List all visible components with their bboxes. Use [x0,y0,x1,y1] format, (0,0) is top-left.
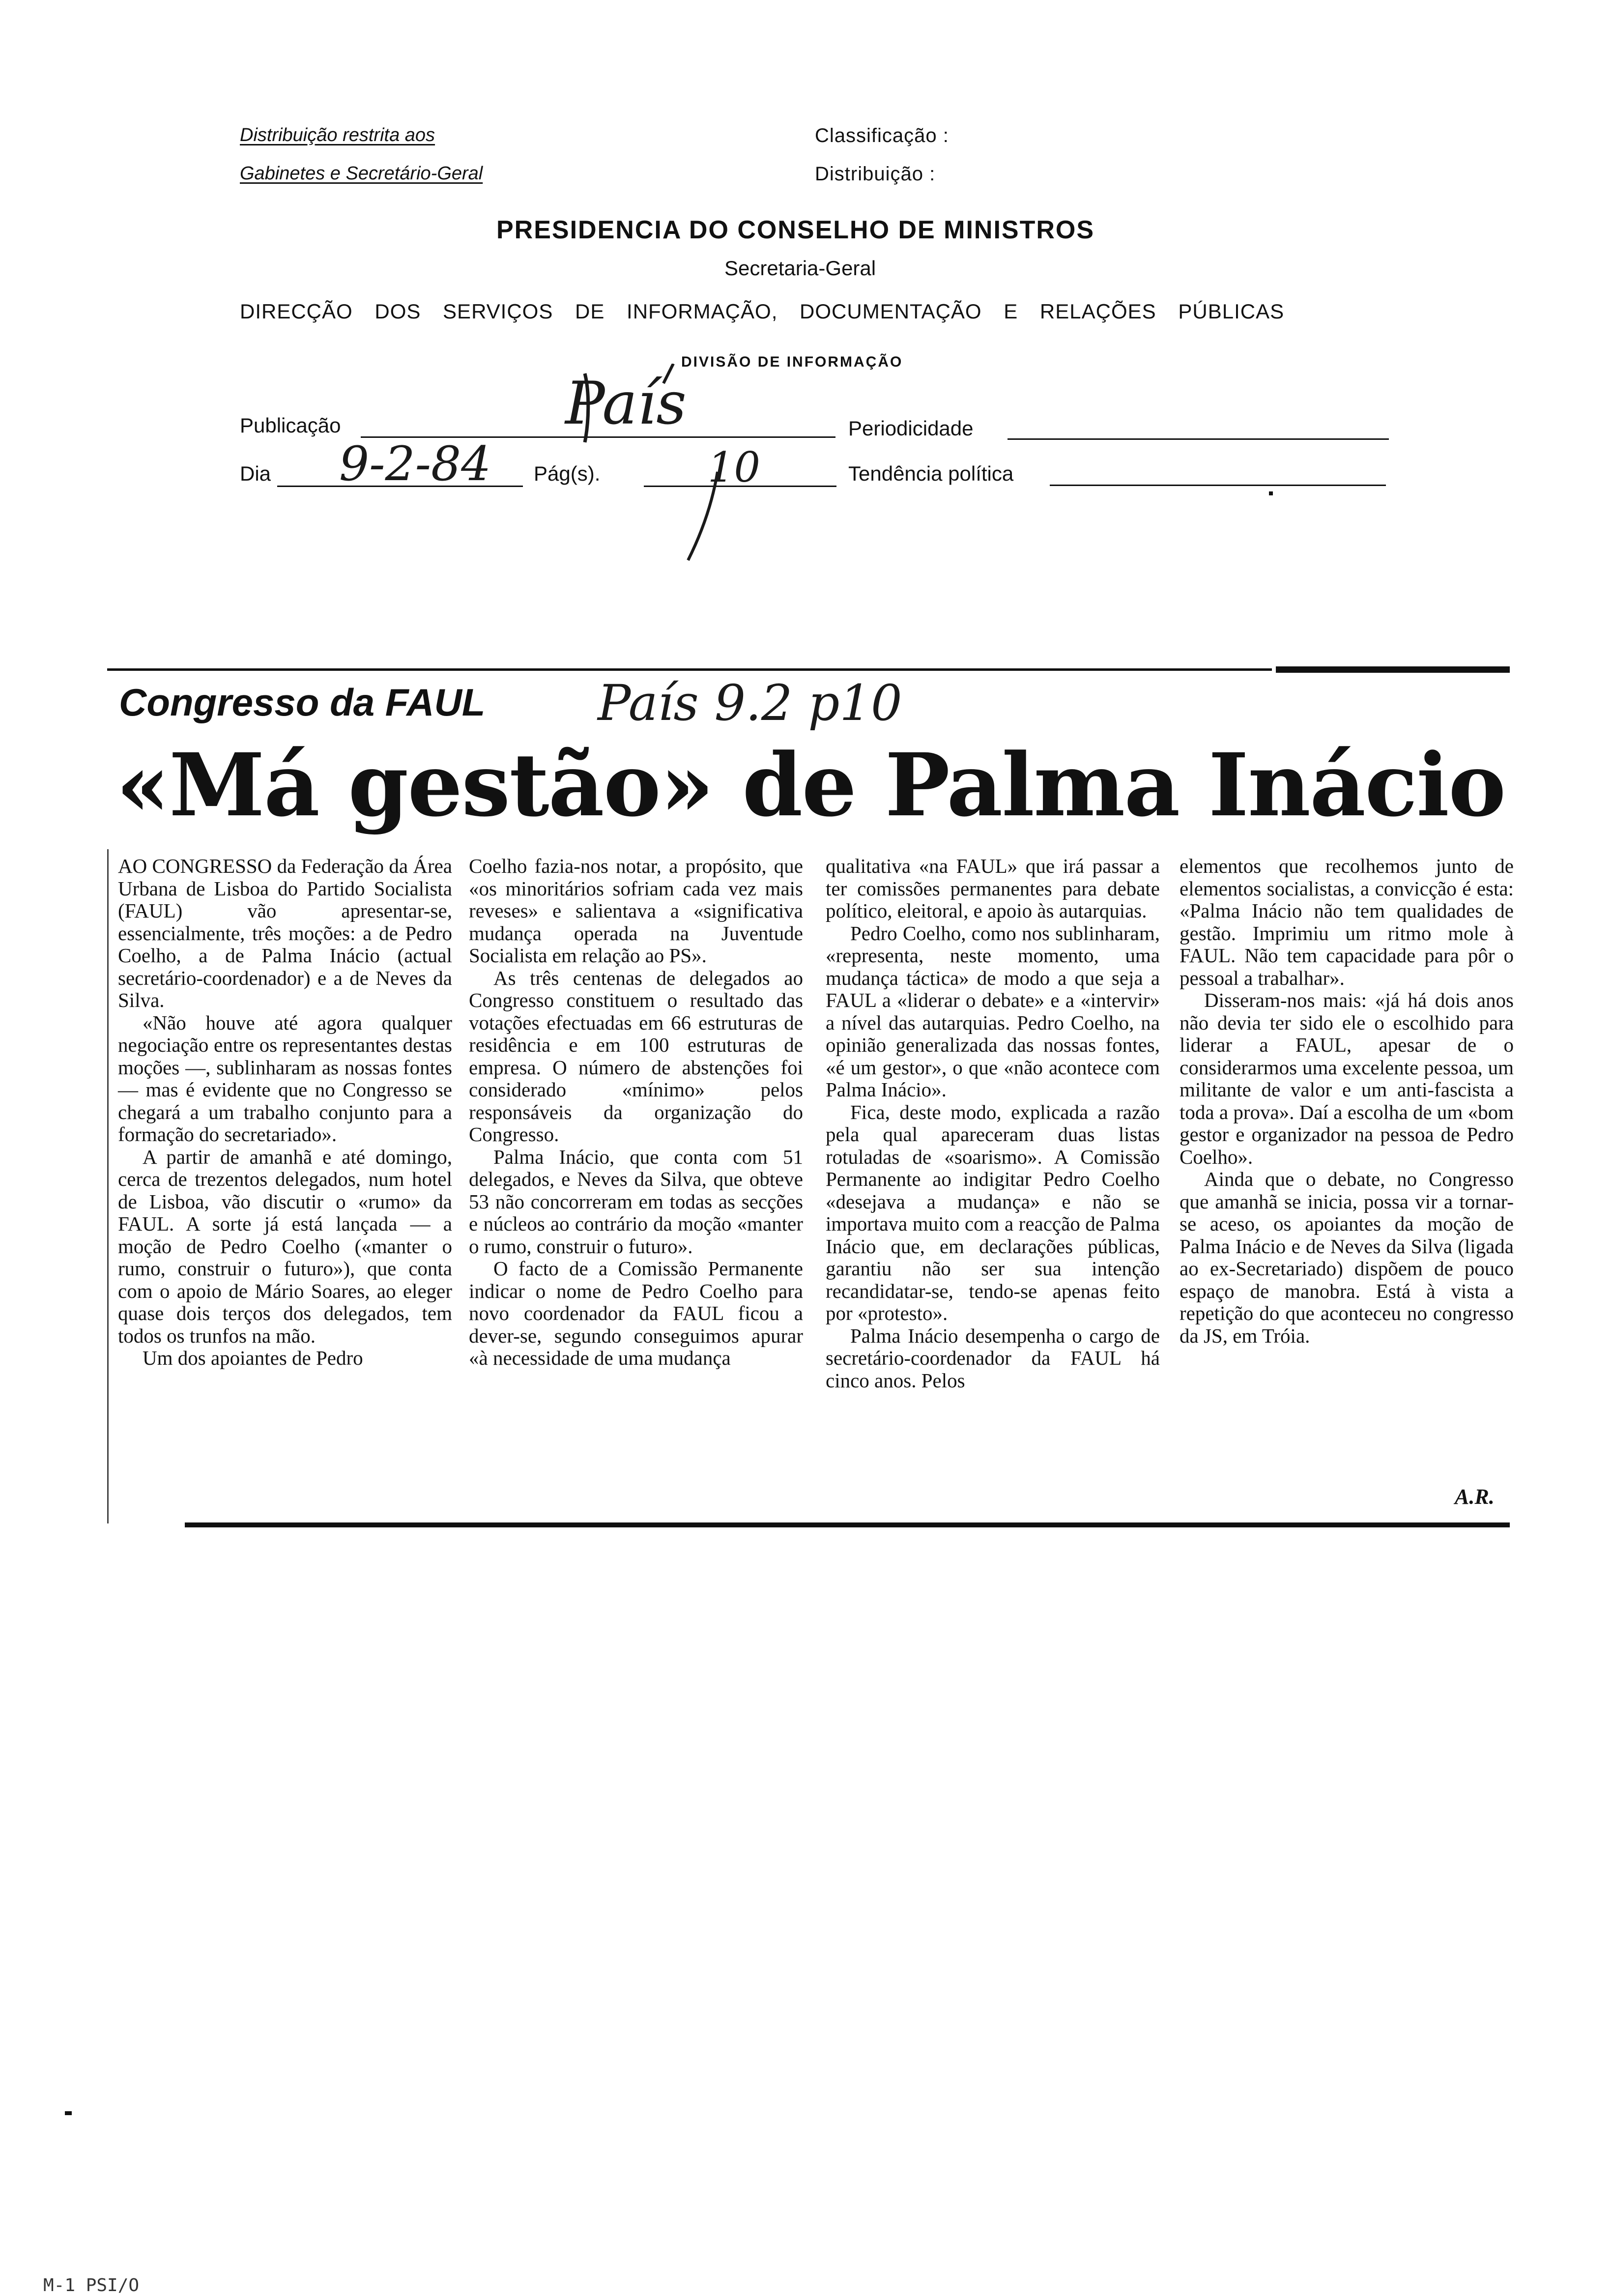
divisao-label: DIVISÃO DE INFORMAÇÃO [681,354,903,370]
restriction-line-1: Distribuição restrita aos [240,125,435,145]
direccao-line: DIRECÇÃO DOS SERVIÇOS DE INFORMAÇÃO, DOCUMENTAÇÃO E RELAÇÕES PÚBLICAS [240,300,1285,323]
tendencia-line [1050,485,1386,486]
organization-title: PRESIDENCIA DO CONSELHO DE MINISTROS [496,216,1095,244]
form-code: M-1 PSI/O [43,2275,140,2296]
periodicidade-label: Periodicidade [848,417,974,440]
col1-paragraph-1: AO CONGRESSO da Federação da Área Urbana de Lisboa do Partido Socialista (FAUL) vão apresentar-se, essencialmente, três moções: a de Pedro Coelho, a de Palma Inácio (actual secretário-coordenador) e a de Neves da Silva. [118,855,452,1011]
article-column-4 [1180,855,1514,1347]
restriction-line-2: Gabinetes e Secretário-Geral [240,163,483,184]
publicacao-handwritten: País [565,370,687,438]
top-rule-right [1276,666,1510,673]
dia-handwritten: 9-2-84 [339,436,491,491]
periodicidade-line [1008,438,1389,440]
pags-label: Pág(s). [534,462,601,485]
article-headline: «Má gestão» de Palma Inácio [116,734,1505,836]
col2-paragraph-4: O facto de a Comissão Permanente indicar o nome de Pedro Coelho para novo coordenador da FAUL ficou a dever-se, segundo conseguimos apurar «à necessidade de uma mudança [469,1257,803,1369]
col3-paragraph-4: Palma Inácio desempenha o cargo de secretário-coordenador da FAUL há cinco anos. Pelos [826,1324,1160,1392]
col4-paragraph-3: Ainda que o debate, no Congresso que amanhã se inicia, possa vir a tornar-se aceso, os apoiantes da moção de Palma Inácio e de Neves da Silva (ligada ao ex-Secretariado) dispõem de pouco espaço de manobra. Está à vista a repetição do que aconteceu no congresso da JS, em Tróia. [1180,1168,1514,1347]
col3-paragraph-1: qualitativa «na FAUL» que irá passar a ter comissões permanentes para debate político, eleitoral, e apoio às autarquias. [826,855,1160,922]
handwritten-stroke-icon [570,364,747,570]
secretaria-subtitle: Secretaria-Geral [724,257,876,280]
top-rule-left [107,668,1272,671]
ink-mark [65,2111,72,2115]
handwritten-annotation: País 9.2 p10 [598,674,902,732]
article-column-1 [118,855,452,1370]
col2-paragraph-3: Palma Inácio, que conta com 51 delegados, e Neves da Silva, que obteve 53 não concorreram em todas as secções e núcleos ao contrário da moção «manter o rumo, construir o futuro». [469,1145,803,1258]
article-column-2 [469,855,803,1370]
pags-handwritten: 10 [708,443,760,491]
col1-paragraph-4: Um dos apoiantes de Pedro [143,1347,363,1369]
col1-paragraph-3: A partir de amanhã e até domingo, cerca de trezentos delegados, num hotel de Lisboa, vão discutir o «rumo» da FAUL. A sorte já está lançada — a moção de Pedro Coelho («manter o rumo, construir o futuro»), que conta com o apoio de Mário Soares, ao eleger quase dois terços dos delegados, tem todos os trunfos na mão. [118,1145,452,1347]
col2-paragraph-1: Coelho fazia-nos notar, a propósito, que «os minoritários sofriam cada vez mais reveses» e salientava a «significativa mudança operada na Juventude Socialista em relação ao PS». [469,855,803,967]
col1-paragraph-2: «Não houve até agora qualquer negociação entre os representantes destas moções —, sublinharam as nossas fontes — mas é evidente que no Congresso se chegará a um trabalho conjunto para a formação do secretariado». [118,1011,452,1146]
col4-paragraph-2: Disseram-nos mais: «já há dois anos não devia ter sido ele o escolhido para liderar a FAUL, apesar de o considerarmos uma excelente pessoa, um militante de valor e um anti-fascista a toda a prova». Daí a escolha de um «bom gestor e organizador na pessoa de Pedro Coelho». [1180,989,1514,1168]
bottom-rule [185,1522,1510,1527]
tendencia-label: Tendência política [848,462,1014,485]
article-column-3 [826,855,1160,1392]
left-margin-rule [107,849,109,1523]
distribution-label: Distribuição : [815,163,936,185]
classification-label: Classificação : [815,125,949,146]
article-kicker: Congresso da FAUL [119,681,486,724]
dia-label: Dia [240,462,271,485]
col2-paragraph-2: As três centenas de delegados ao Congresso constituem o resultado das votações efectuadas em 66 estruturas de residência e em 100 estruturas de empresa. O número de abstenções foi considerado «mínimo» pelos responsáveis da organização do Congresso. [469,966,803,1146]
col3-paragraph-3: Fica, deste modo, explicada a razão pela qual apareceram duas listas rotuladas de «soarismo». A Comissão Permanente ao indigitar Pedro Coelho «desejava a mudança» e não se importava muito com a reacção de Palma Inácio que, em declarações públicas, garantiu não ser sua intenção recandidatar-se, tendo-se apenas feito por «protesto». [826,1100,1160,1324]
col4-paragraph-1: elementos que recolhemos junto de elementos socialistas, a convicção é esta: «Palma Inácio não tem qualidades de gestão. Imprimiu um ritmo mole à FAUL. Não tem capacidade para pôr o pessoal a trabalhar». [1180,855,1514,989]
col3-paragraph-2: Pedro Coelho, como nos sublinharam, «representa, neste momento, uma mudança táctica» de modo a que seja a FAUL a «liderar o debate» e a «intervir» a nível das autarquias. Pedro Coelho, na opinião generalizada das nossas fontes, «é um gestor», o que «não acontece com Palma Inácio». [826,921,1160,1101]
ink-dot [1269,491,1273,495]
article-signature: A.R. [1455,1485,1495,1509]
publicacao-label: Publicação [240,414,341,437]
